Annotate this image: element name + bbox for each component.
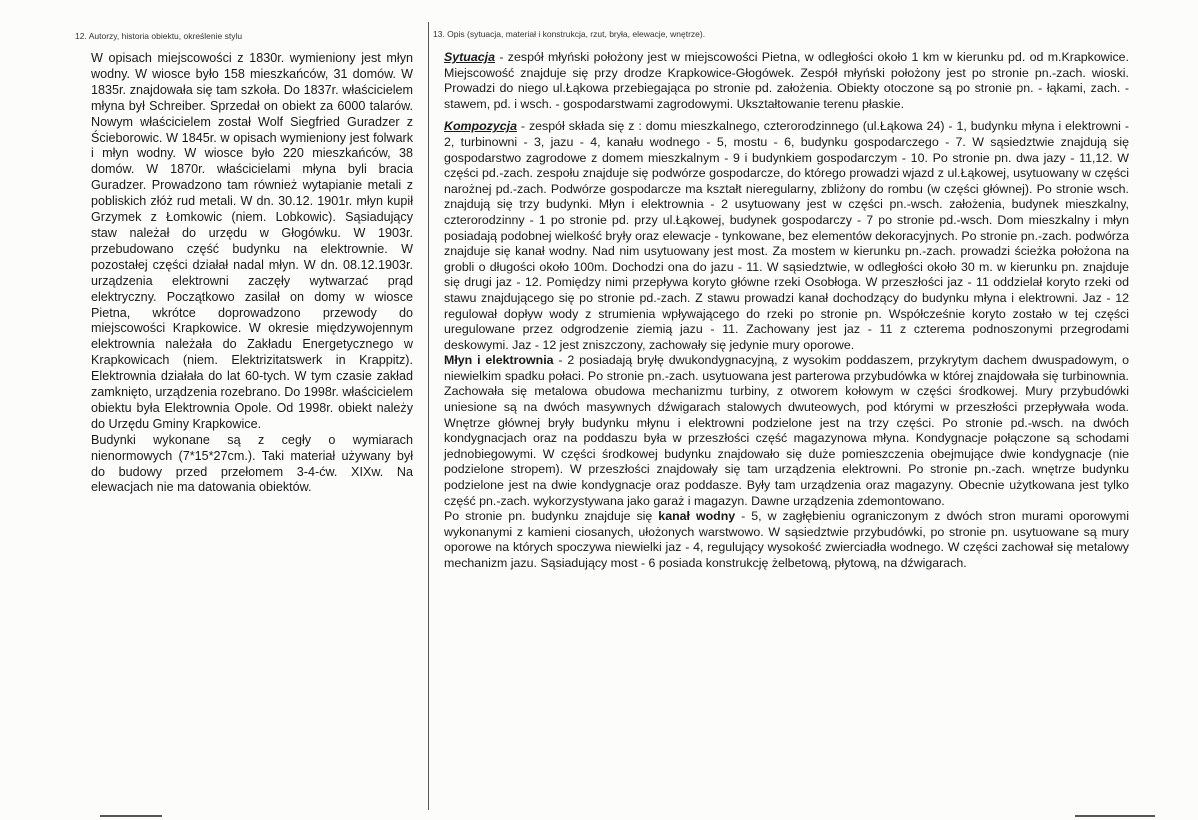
kompozycja-heading: Kompozycja (444, 119, 517, 134)
materials-paragraph: Budynki wykonane są z cegły o wymiarach nienormowych (7*15*27cm.). Taki materiał używany był do budowy przed przełomem 3-4-ćw. XIXw. Na elewacjach nie ma datowania obiektów. (91, 432, 413, 495)
sytuacja-section (444, 50, 1129, 112)
sytuacja-text: - zespół młyński położony jest w miejscowości Pietna, w odległości około 1 km w kierunku pd. od m.Krapkowice. Miejscowość znajduje się przy drodze Krapkowice-Głogówek. Zespół młyński położony jest po stronie pn.-zach. wioski. Prowadzi do niego ul.Łąkowa przebiegająca po stronie pd. założenia. Obiekty otoczone są po stronie pn. - łąkami, zach. - stawem, pd. i wsch. - gospodarstwami zagrodowymi. Ukształtowanie terenu płaskie. (444, 50, 1129, 111)
kompozycja-section (444, 119, 1129, 353)
kanal-text: - 5, w zagłębieniu ograniczonym z dwóch stron murami oporowymi wykonanymi z kamieni ciosanych, ułożonych warstwowo. W sąsiedztwie przybudówki, po stronie pn. usytuowane są mury oporowe na których spoczywa niewielki jaz - 4, regulujący wysokość zwierciadła wodnego. W części zachował się metalowy mechanizm jazu. Sąsiadujący most - 6 posiada konstrukcję żelbetową, płytową, na dźwigarach. (444, 509, 1129, 570)
kanal-prefix: Po stronie pn. budynku znajduje się (444, 509, 659, 524)
column-divider (428, 22, 429, 810)
scan-mark-right (1075, 815, 1155, 817)
history-column (91, 51, 413, 496)
sytuacja-heading: Sytuacja (444, 50, 495, 64)
mlyn-text: - 2 posiadają bryłę dwukondygnacyjną, z wysokim poddaszem, przykrytym dachem dwuspadowym, o niewielkim spadku połaci. Po stronie pn.-zach. usytuowana jest parterowa przybudówka w której znajdowała się turbinownia. Zachowała się metalowa obudowa mechanizmu turbiny, z otworem kołowym w części środkowej. Mury przybudówki uniesione są na dwóch masywnych dźwigarach stalowych dwuteowych, pod którymi w przeszłości przepływała woda. Wnętrze głównej bryły budynku młynu i elektrowni podzielone jest na trzy części. Po stronie pd.-wsch. na dwóch kondygnacjach oraz na poddaszu była w przeszłości część magazynowa młyna. Kondygnacje połączone są schodami jednobiegowymi. W części środkowej budynku znajdowało się duże pomieszczenia obejmujące dwie kondygnacje (nie podzielone stropem). W przeszłości znajdowały się tam urządzenia elektrowni. Po stronie pn.-zach. wnętrze budynku podzielone jest na dwie kondygnacje oraz poddasze. Były tam urządzenia oraz magazyny. Obecnie użytkowana jest tylko część pn.-zach. wykorzystywana jako garaż i magazyn. Dawne urządzenia zdemontowano. (444, 353, 1129, 508)
mlyn-heading: Młyn i elektrownia (444, 353, 554, 368)
mlyn-section (444, 353, 1129, 509)
kompozycja-text: - zespół składa się z : domu mieszkalnego, czterorodzinnego (ul.Łąkowa 24) - 1, budynku młyna i elektrowni - 2, turbinowni - 3, jazu - 4, kanału wodnego - 5, mostu - 6, budynku gospodarczego - 7. W sąsiedztwie znajdują się gospodarstwo zagrodowe z domem mieszkalnym - 9 i budynkiem gospodarczym - 10. Po stronie pn. dwa jazy - 11,12. W części pd.-zach. zespołu znajduje się podwórze gospodarcze, do którego prowadzi wjazd z ul.Łąkowej, usytuowany w części narożnej pd.-zach. Podwórze gospodarcze ma kształt nieregularny, zbliżony do rombu (w części głównej). Po stronie wsch. znajdują się trzy budynki. Młyn i elektrownia - 2 usytuowany jest w części pn.-wsch. założenia, budynek mieszkalny, czterorodzinny - 1 po stronie pd. przy ul.Łąkowej, budynek gospodarczy - 7 po stronie pd.-wsch. Dom mieszkalny i młyn posiadają podobnej wielkość bryły oraz elewacje - tynkowane, bez elementów dekoracyjnych. Po stronie pn.-zach. podwórza znajduje się kanał wodny. Nad nim usytuowany jest most. Za mostem w kierunku pn.-zach. prowadzi ścieżka położona na grobli o długości około 100m. Dochodzi ona do jazu - 11. W sąsiedztwie, w odległości około 30 m. w kierunku pn. znajduje się drugi jaz - 12. Pomiędzy nimi przepływa koryto główne rzeki Osobłoga. W przeszłości jaz - 11 oddzielał koryto rzeki od stawu znajdującego się po stronie pd.-zach. Z stawu prowadzi kanał dochodzący do budynku młyna i elektrowni. Jaz - 12 regulował dopływ wody z strumienia wpływającego do rzeki po stronie pn. Współcześnie koryto zostało w tej części uregulowane przez odgrodzenie ziemią jazu - 11. Zachowany jest jaz - 11 z czterema podnoszonymi przegrodami deskowymi. Jaz - 12 jest zniszczony, zachowały się jedynie mury oporowe. (444, 119, 1129, 352)
right-column-header: 13. Opis (sytuacja, materiał i konstrukcja, rzut, bryła, elewacje, wnętrze). (433, 29, 706, 39)
left-column-header: 12. Autorzy, historia obiektu, określenie stylu (75, 31, 243, 41)
description-column (444, 50, 1129, 572)
history-paragraph: W opisach miejscowości z 1830r. wymieniony jest młyn wodny. W wiosce było 158 mieszkańców, 31 domów. W 1835r. znajdowała się tam szkoła. Do 1837r. właścicielem młyna był Schreiber. Sprzedał on obiekt za 6000 talarów. Nowym właścicielem został Wolf Siegfried Guradzer z Ścieborowic. W 1845r. w opisach wymieniony jest folwark i młyn wodny. W wiosce było 220 mieszkańców, 38 domów. W 1870r. właścicielami młyna byli bracia Guradzer. Prowadzono tam również wytapianie metali z pobliskich złóż rud metali. W dn. 30.12. 1901r. młyn kupił Grzymek z Łomkowic (niem. Lobkowic). Sąsiadujący staw należał do urzędu w Głogówku. W 1903r. przebudowano część budynku na elektrownie. W pozostałej części działał nadal młyn. W dn. 08.12.1903r. urządzenia elektrowni zaczęły wytwarzać prąd elektryczny. Początkowo zasilał on domy w wiosce Pietna, wkrótce doprowadzono przewody do miejscowości Krapkowice. W okresie międzywojennym elektrownia należała do Zakładu Energetycznego w Krapkowicach (niem. Elektrizitatswerk in Krappitz). Elektrownia działała do lat 60-tych. W tym czasie zakład zamknięto, urządzenia rozebrano. Do 1998r. właścicielem obiektu była Elektrownia Opole. Od 1998r. obiekt należy do Urzędu Gminy Krapkowice. (91, 51, 414, 431)
kanal-heading: kanał wodny (658, 509, 736, 524)
scan-mark-left (100, 815, 162, 817)
kanal-section (444, 509, 1129, 571)
